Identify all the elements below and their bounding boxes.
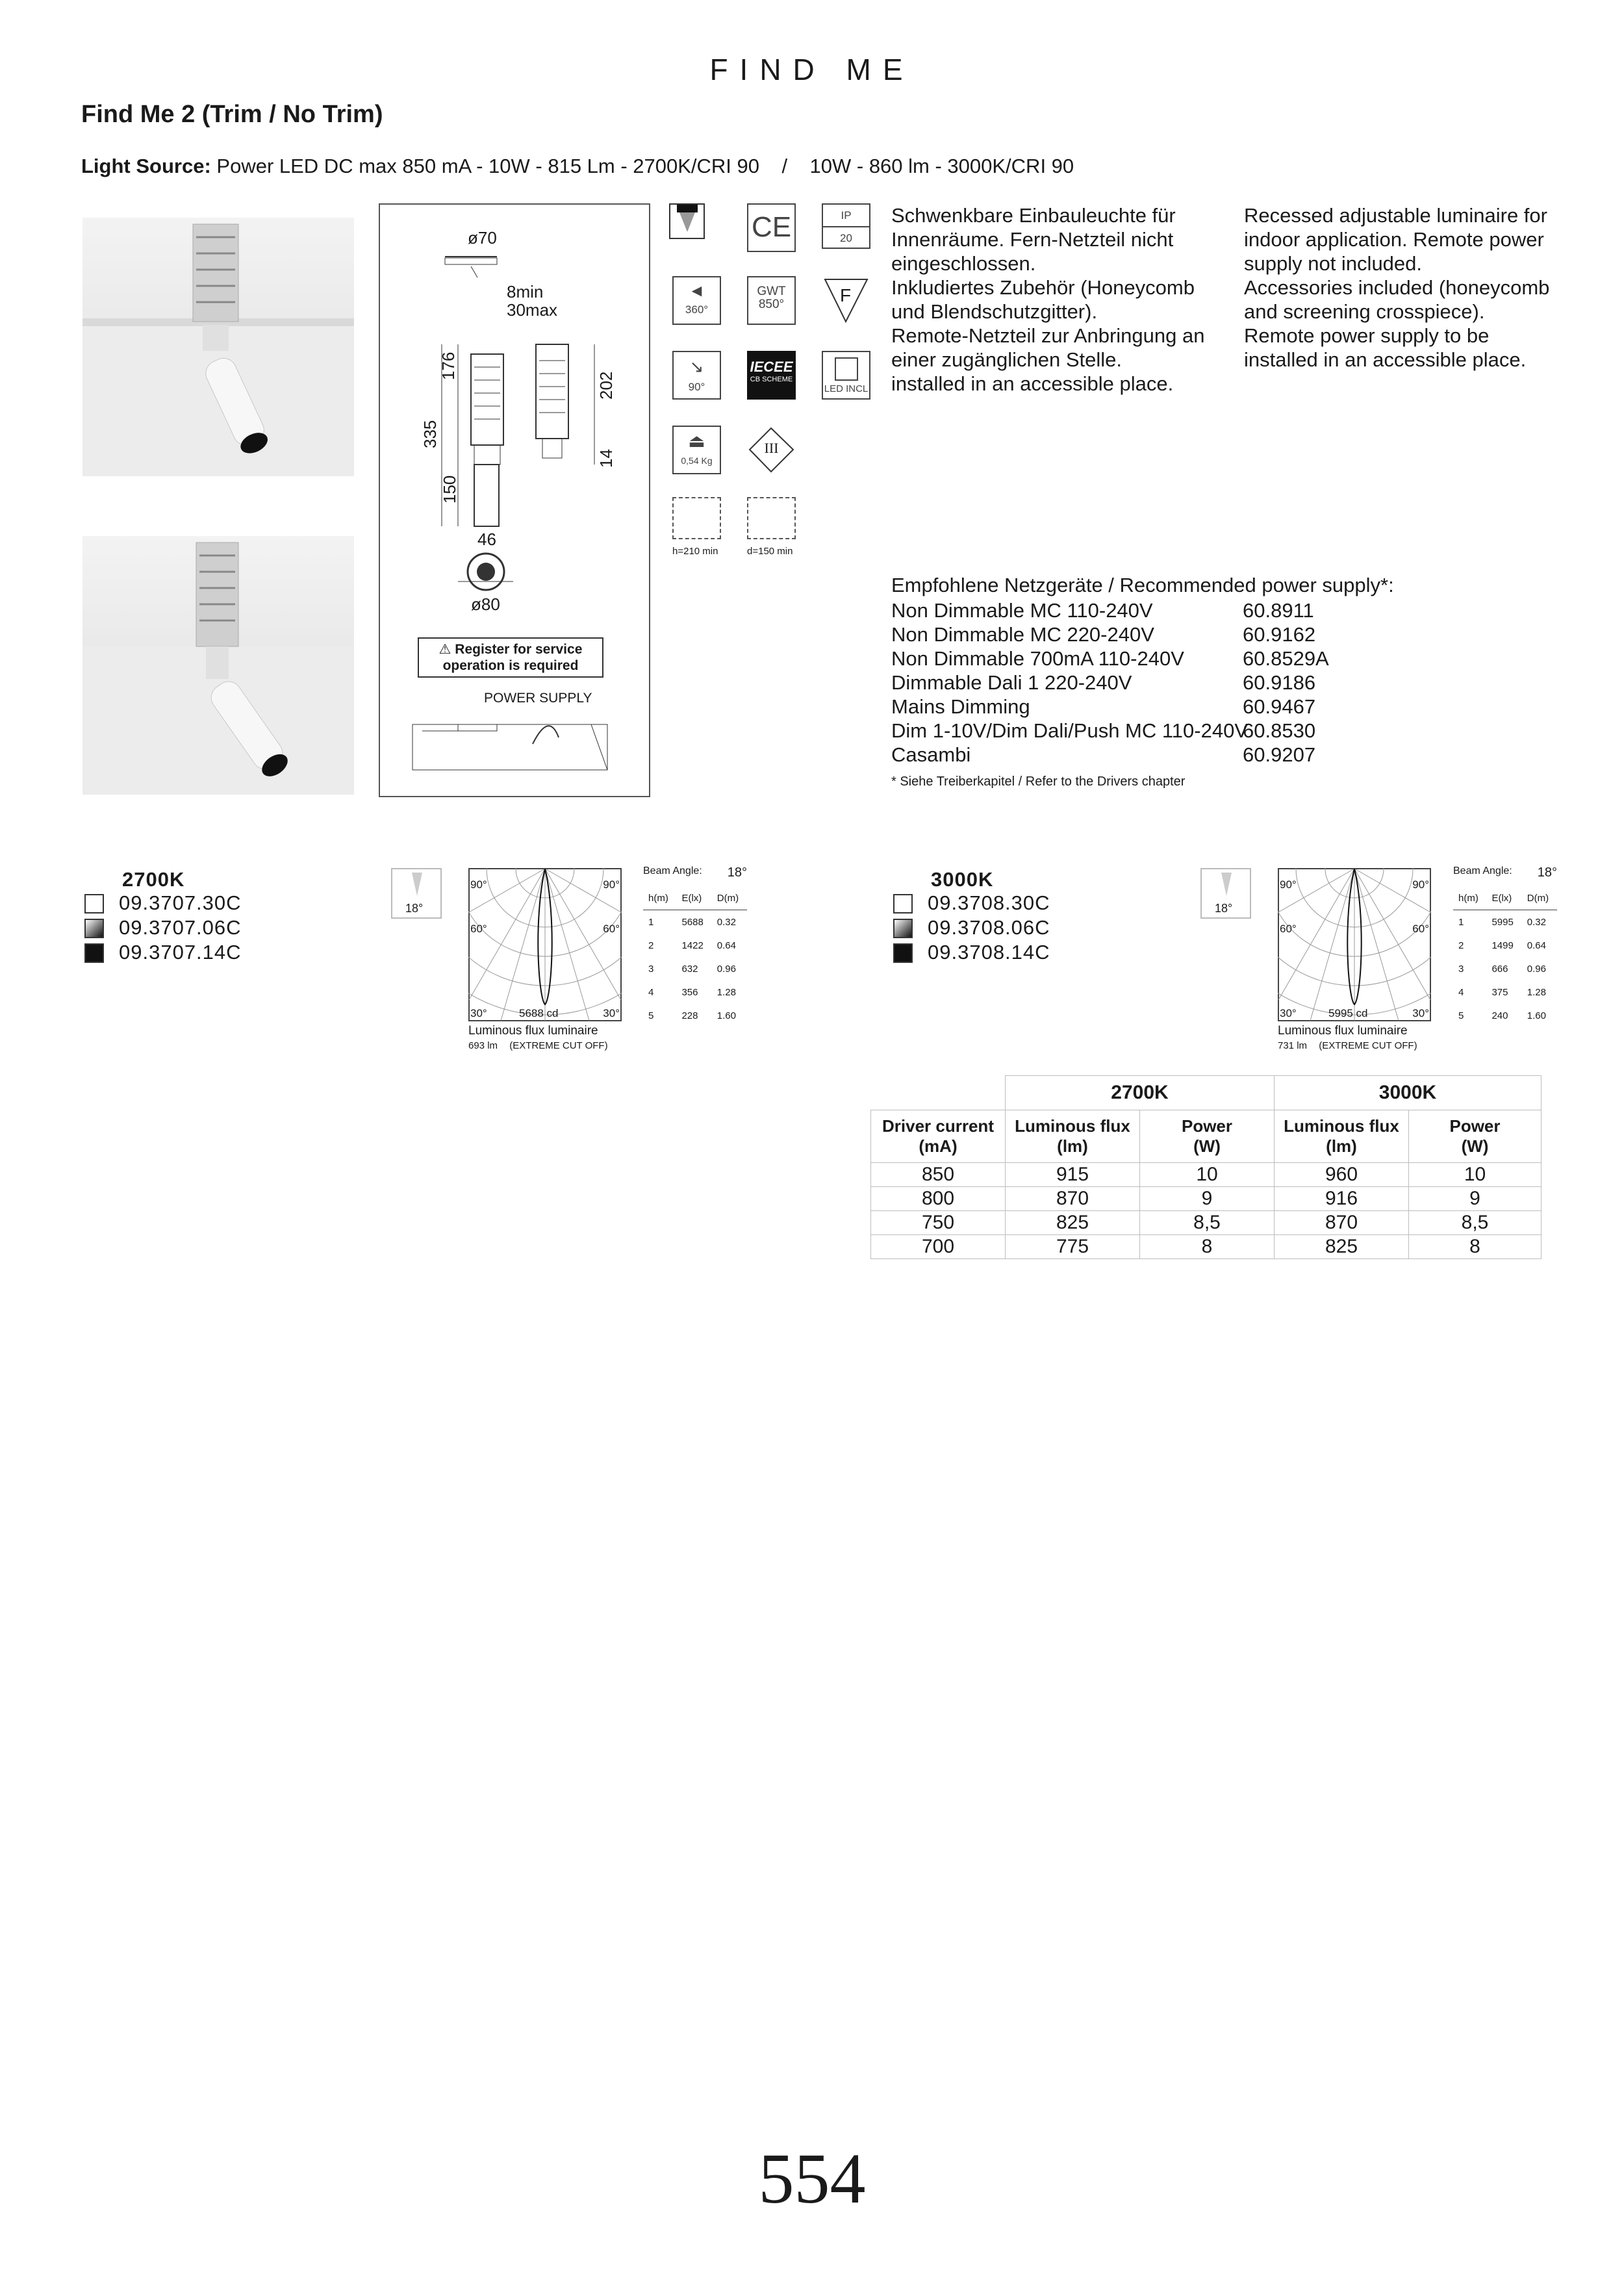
beam-table-2700 bbox=[643, 865, 747, 1027]
col-header: h(m) bbox=[1458, 892, 1478, 904]
ps-name: Mains Dimming bbox=[891, 695, 1030, 718]
polar-label-90-right: 90° bbox=[1412, 878, 1429, 891]
cell: 0.32 bbox=[717, 916, 736, 928]
polar-label-90-left: 90° bbox=[470, 878, 487, 891]
ps-name: Non Dimmable MC 220-240V bbox=[891, 623, 1154, 646]
ps-name: Dimmable Dali 1 220-240V bbox=[891, 671, 1132, 694]
cell: 0.96 bbox=[1527, 963, 1546, 975]
table-row bbox=[643, 1004, 747, 1027]
power-supply-item bbox=[891, 671, 1541, 695]
variant-code: 09.3707.14C bbox=[119, 941, 242, 964]
recess-distance-label: d=150 min bbox=[747, 546, 793, 557]
class-iii-icon bbox=[747, 426, 796, 474]
cell: 8,5 bbox=[1140, 1211, 1275, 1235]
cell: 960 bbox=[1275, 1163, 1409, 1187]
ps-code: 60.8530 bbox=[1243, 719, 1316, 742]
polar-label-60-right: 60° bbox=[1412, 923, 1429, 935]
polar-grid-2700 bbox=[468, 868, 622, 1021]
table-row bbox=[643, 910, 747, 934]
dim-335: 335 bbox=[420, 420, 440, 448]
cell: 1499 bbox=[1491, 939, 1514, 951]
polar-label-30-right: 30° bbox=[1412, 1007, 1429, 1019]
finish-mixed-swatch bbox=[893, 919, 913, 938]
cell: 0.64 bbox=[1527, 939, 1546, 951]
ps-name: Dim 1-10V/Dim Dali/Push MC 110-240V bbox=[891, 719, 1249, 742]
ps-name: Casambi bbox=[891, 743, 971, 766]
ip-label: IP bbox=[823, 205, 869, 227]
table-row bbox=[1453, 957, 1557, 980]
col-header: h(m) bbox=[648, 892, 668, 904]
ps-name: Non Dimmable MC 110-240V bbox=[891, 599, 1153, 622]
cell: 1.28 bbox=[1527, 986, 1546, 998]
beam-angle-label: Beam Angle: bbox=[1453, 865, 1512, 876]
ps-code: 60.8529A bbox=[1243, 647, 1329, 670]
finish-black-swatch bbox=[893, 943, 913, 963]
ce-mark-icon: CE bbox=[747, 203, 796, 252]
table-row bbox=[1453, 1004, 1557, 1027]
warning-icon: ⚠ bbox=[438, 642, 451, 657]
f-mark-icon bbox=[822, 276, 870, 325]
col-header: D(m) bbox=[1527, 892, 1549, 904]
cell: 800 bbox=[871, 1187, 1006, 1211]
power-supply-item bbox=[891, 743, 1541, 767]
col-header: E(lx) bbox=[681, 892, 702, 904]
cell: 825 bbox=[1006, 1211, 1140, 1235]
col-driver-current: Driver current (mA) bbox=[871, 1110, 1006, 1163]
dim-202: 202 bbox=[596, 371, 616, 400]
cell: 240 bbox=[1491, 1010, 1508, 1021]
tilt-90-icon bbox=[672, 351, 721, 400]
polar-label-30-left: 30° bbox=[1280, 1007, 1297, 1019]
driver-current-table bbox=[870, 1075, 1542, 1259]
power-supply-label: POWER SUPPLY bbox=[484, 691, 592, 706]
cell: 4 bbox=[1458, 986, 1464, 998]
beam-angle-value: 18° bbox=[727, 865, 747, 880]
cell: 3 bbox=[648, 963, 654, 975]
col-power-2700: Power (W) bbox=[1140, 1110, 1275, 1163]
cell: 1 bbox=[648, 916, 654, 928]
drivers-note: * Siehe Treiberkapitel / Refer to the Drivers chapter bbox=[891, 774, 1186, 789]
table-row bbox=[1453, 980, 1557, 1004]
beam-table-head bbox=[643, 886, 747, 910]
technical-drawing bbox=[379, 203, 650, 797]
power-supply-list bbox=[891, 598, 1541, 771]
polar-label-30-left: 30° bbox=[470, 1007, 487, 1019]
rotation-360-label: 360° bbox=[685, 303, 709, 316]
led-included-label: LED INCL bbox=[824, 383, 869, 394]
luminous-flux-label: Luminous flux luminaire bbox=[1278, 1024, 1408, 1038]
ps-code: 60.9162 bbox=[1243, 623, 1316, 646]
glow-wire-icon: GWT 850° bbox=[747, 276, 796, 325]
cell: 8,5 bbox=[1409, 1211, 1542, 1235]
polar-grid-3000 bbox=[1278, 868, 1431, 1021]
description-de: Schwenkbare Einbauleuchte für Innenräume. Fern-Netzteil nicht eingeschlossen. Inkludiertes Zubehör (Honeycomb und Blendschutzgitter). Remote-Netzteil zur Anbringung an einer zugänglichen Stelle. installed in an accessible place. bbox=[891, 204, 1205, 395]
tilt-arrow-icon: ↘ bbox=[689, 357, 704, 376]
cell: 2 bbox=[648, 939, 654, 951]
variant-3000-temp: 3000K bbox=[931, 868, 994, 891]
finish-white-swatch bbox=[84, 894, 104, 913]
empty-cell bbox=[871, 1076, 1006, 1110]
dim-thickness: 8min 30max bbox=[507, 282, 558, 320]
product-photo-trim-graphic bbox=[82, 218, 354, 476]
iecee-sub: CB SCHEME bbox=[750, 376, 793, 383]
ps-code: 60.8911 bbox=[1243, 599, 1314, 622]
cell: 8 bbox=[1140, 1235, 1275, 1259]
table-row bbox=[643, 980, 747, 1004]
downlight-icon bbox=[669, 203, 705, 239]
light-source-label: Light Source: bbox=[81, 155, 211, 177]
beam-table-head bbox=[1453, 886, 1557, 910]
ps-code: 60.9467 bbox=[1243, 695, 1316, 718]
power-supply-item bbox=[891, 622, 1541, 646]
beam-18-label: 18° bbox=[1215, 902, 1233, 915]
cell: 375 bbox=[1491, 986, 1508, 998]
weight-bell-icon: ⏏ bbox=[688, 431, 705, 451]
product-title: Find Me 2 (Trim / No Trim) bbox=[81, 101, 383, 128]
cell: 915 bbox=[1006, 1163, 1140, 1187]
beam-angle-label: Beam Angle: bbox=[643, 865, 702, 876]
dim-d70: ø70 bbox=[468, 228, 497, 248]
beam-data-table bbox=[1453, 886, 1557, 1027]
table-row bbox=[871, 1211, 1542, 1235]
col-flux-3000: Luminous flux (lm) bbox=[1275, 1110, 1409, 1163]
cell: 5 bbox=[1458, 1010, 1464, 1021]
cell: 0.32 bbox=[1527, 916, 1546, 928]
product-photo-trim bbox=[82, 218, 354, 476]
weight-icon bbox=[672, 426, 721, 474]
ps-name: Non Dimmable 700mA 110-240V bbox=[891, 647, 1184, 670]
light-source-text: Power LED DC max 850 mA - 10W - 815 Lm - 2700K/CRI 90 / 10W - 860 lm - 3000K/CRI 90 bbox=[216, 155, 1074, 177]
cell: 1.60 bbox=[717, 1010, 736, 1021]
power-supply-item bbox=[891, 598, 1541, 622]
table-row bbox=[871, 1163, 1542, 1187]
led-chip-icon bbox=[835, 357, 858, 381]
col-header: D(m) bbox=[717, 892, 739, 904]
finish-mixed-swatch bbox=[84, 919, 104, 938]
variant-code: 09.3708.06C bbox=[928, 916, 1050, 939]
table-row bbox=[871, 1235, 1542, 1259]
dim-d80: ø80 bbox=[471, 594, 500, 614]
polar-cd-value: 5688 cd bbox=[519, 1007, 559, 1019]
cell: 1 bbox=[1458, 916, 1464, 928]
cell: 750 bbox=[871, 1211, 1006, 1235]
cell: 2 bbox=[1458, 939, 1464, 951]
power-supply-item bbox=[891, 695, 1541, 719]
polar-diagram-2700 bbox=[468, 868, 622, 1021]
cell: 870 bbox=[1006, 1187, 1140, 1211]
beam-angle-header bbox=[643, 865, 747, 886]
warning-text: Register for service operation is required bbox=[442, 642, 583, 673]
f-mark-letter: F bbox=[840, 285, 852, 305]
dim-176: 176 bbox=[438, 351, 458, 380]
led-included-icon bbox=[822, 351, 870, 400]
cell: 916 bbox=[1275, 1187, 1409, 1211]
service-warning bbox=[418, 637, 603, 678]
finish-white-swatch bbox=[893, 894, 913, 913]
cell: 5 bbox=[648, 1010, 654, 1021]
beam-data-table bbox=[643, 886, 747, 1027]
table-row bbox=[643, 934, 747, 957]
table-row bbox=[643, 957, 747, 980]
cell: 632 bbox=[681, 963, 698, 975]
cell: 666 bbox=[1491, 963, 1508, 975]
cell: 10 bbox=[1140, 1163, 1275, 1187]
table-row bbox=[1453, 934, 1557, 957]
flux-lm: 693 lm bbox=[468, 1040, 498, 1051]
polar-label-60-left: 60° bbox=[470, 923, 487, 935]
cell: 356 bbox=[681, 986, 698, 998]
weight-label: 0,54 Kg bbox=[681, 455, 713, 466]
product-photo-no-trim-graphic bbox=[82, 536, 354, 795]
cutoff-note: (EXTREME CUT OFF) bbox=[1319, 1040, 1417, 1051]
cell: 10 bbox=[1409, 1163, 1542, 1187]
col-header: E(lx) bbox=[1491, 892, 1512, 904]
variant-code: 09.3707.06C bbox=[119, 916, 242, 939]
variant-code: 09.3707.30C bbox=[119, 891, 242, 914]
power-supply-item bbox=[891, 719, 1541, 743]
polar-cd-value: 5995 cd bbox=[1328, 1007, 1368, 1019]
table-group-header bbox=[871, 1076, 1542, 1110]
flux-lm: 731 lm bbox=[1278, 1040, 1308, 1051]
cell: 3 bbox=[1458, 963, 1464, 975]
ps-code: 60.9207 bbox=[1243, 743, 1316, 766]
luminous-flux-label: Luminous flux luminaire bbox=[468, 1024, 598, 1038]
light-source-line bbox=[81, 155, 1074, 178]
rotate-arrow-icon: ◄ bbox=[688, 281, 705, 300]
ip-rating-icon bbox=[822, 203, 870, 249]
polar-label-60-right: 60° bbox=[603, 923, 620, 935]
polar-label-30-right: 30° bbox=[603, 1007, 620, 1019]
beam-angle-value: 18° bbox=[1537, 865, 1557, 880]
cell: 825 bbox=[1275, 1235, 1409, 1259]
dim-14: 14 bbox=[596, 449, 616, 468]
ip-value: 20 bbox=[840, 232, 852, 244]
luminous-flux-value bbox=[1278, 1040, 1417, 1051]
cell: 700 bbox=[871, 1235, 1006, 1259]
dim-150: 150 bbox=[440, 475, 459, 504]
cell: 775 bbox=[1006, 1235, 1140, 1259]
cell: 9 bbox=[1409, 1187, 1542, 1211]
page-number: 554 bbox=[758, 2139, 866, 2218]
cell: 850 bbox=[871, 1163, 1006, 1187]
group-3000: 3000K bbox=[1275, 1076, 1542, 1110]
polar-label-90-left: 90° bbox=[1280, 878, 1297, 891]
cell: 8 bbox=[1409, 1235, 1542, 1259]
class-iii-label: III bbox=[764, 440, 779, 456]
dim-46: 46 bbox=[477, 530, 496, 549]
product-photo-no-trim bbox=[82, 536, 354, 795]
cell: 1422 bbox=[681, 939, 704, 951]
beam-18-label: 18° bbox=[405, 902, 424, 915]
cell: 5995 bbox=[1491, 916, 1514, 928]
recess-distance-icon bbox=[747, 497, 796, 539]
iecee-label: IECEE bbox=[750, 359, 793, 375]
iecee-icon bbox=[747, 351, 796, 400]
beam-angle-header bbox=[1453, 865, 1557, 886]
finish-black-swatch bbox=[84, 943, 104, 963]
table-col-header bbox=[871, 1110, 1542, 1163]
recess-height-icon bbox=[672, 497, 721, 539]
description-en: Recessed adjustable luminaire for indoor application. Remote power supply not included. Accessories included (honeycomb and screening crosspiece). Remote power supply to be installed in an accessible place. bbox=[1244, 204, 1550, 371]
cell: 4 bbox=[648, 986, 654, 998]
polar-label-60-left: 60° bbox=[1280, 923, 1297, 935]
variant-code: 09.3708.30C bbox=[928, 891, 1050, 914]
table-row bbox=[871, 1187, 1542, 1211]
table-row bbox=[1453, 910, 1557, 934]
polar-label-90-right: 90° bbox=[603, 878, 620, 891]
tilt-90-label: 90° bbox=[688, 381, 705, 393]
cell: 228 bbox=[681, 1010, 698, 1021]
luminous-flux-value bbox=[468, 1040, 608, 1051]
cutoff-note: (EXTREME CUT OFF) bbox=[509, 1040, 608, 1051]
cell: 870 bbox=[1275, 1211, 1409, 1235]
brand-title: FIND ME bbox=[709, 53, 915, 86]
recess-height-label: h=210 min bbox=[672, 546, 718, 557]
beam-18-icon bbox=[391, 868, 442, 919]
power-supply-title: Empfohlene Netzgeräte / Recommended power supply*: bbox=[891, 574, 1394, 596]
rotation-360-icon bbox=[672, 276, 721, 325]
polar-diagram-3000 bbox=[1278, 868, 1431, 1021]
cell: 1.60 bbox=[1527, 1010, 1546, 1021]
cell: 5688 bbox=[681, 916, 704, 928]
col-power-3000: Power (W) bbox=[1409, 1110, 1542, 1163]
cell: 1.28 bbox=[717, 986, 736, 998]
power-supply-item bbox=[891, 646, 1541, 671]
beam-18-icon bbox=[1200, 868, 1251, 919]
group-2700: 2700K bbox=[1006, 1076, 1275, 1110]
cell: 9 bbox=[1140, 1187, 1275, 1211]
beam-table-3000 bbox=[1453, 865, 1557, 1027]
ps-code: 60.9186 bbox=[1243, 671, 1316, 694]
cell: 0.64 bbox=[717, 939, 736, 951]
cell: 0.96 bbox=[717, 963, 736, 975]
variant-2700-temp: 2700K bbox=[122, 868, 185, 891]
variant-code: 09.3708.14C bbox=[928, 941, 1050, 964]
col-flux-2700: Luminous flux (lm) bbox=[1006, 1110, 1140, 1163]
